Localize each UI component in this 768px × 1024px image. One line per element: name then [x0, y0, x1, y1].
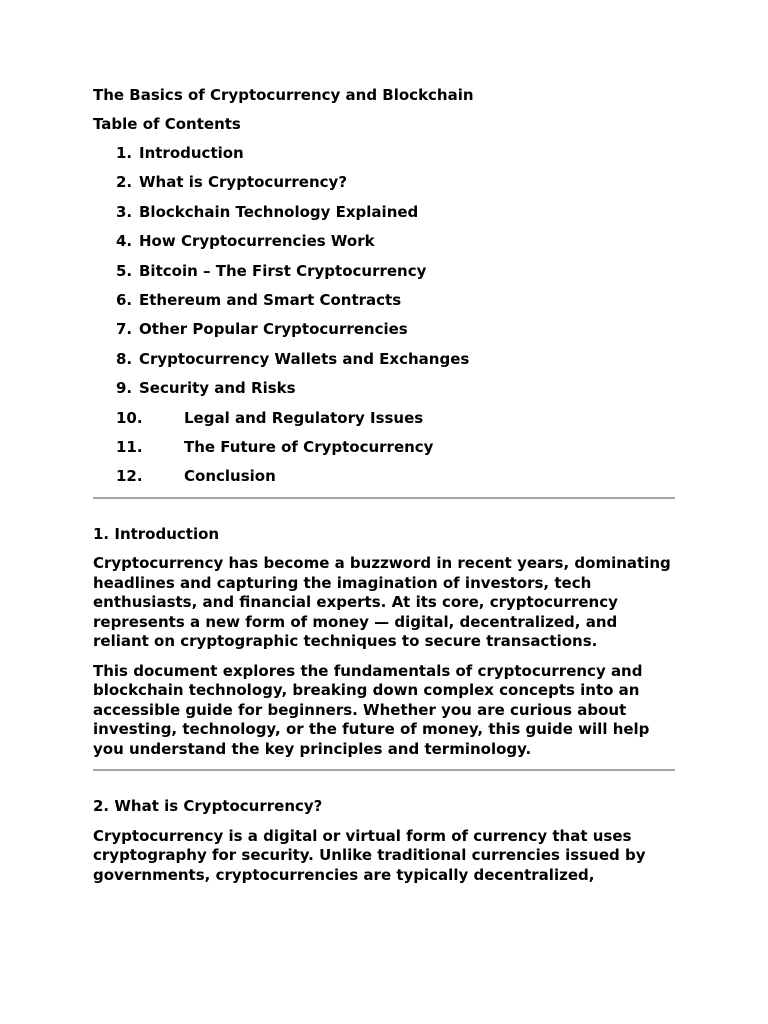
- toc-item-number: 11.: [116, 437, 143, 456]
- paragraph: Cryptocurrency has become a buzzword in recent years, dominating headlines and capturing the imagination of investors, tech enthusiasts, and financial experts. At its core, cryptocurrency represents a new form of money — digital, decentralized, and reliant on cryptographic techniques to secure transactions.: [93, 554, 671, 651]
- toc-item-conclusion[interactable]: [93, 467, 675, 487]
- section-divider: [93, 497, 675, 499]
- toc-item-bitcoin[interactable]: [93, 262, 675, 282]
- toc-item-how-cryptocurrencies-work[interactable]: [93, 232, 675, 252]
- toc-item-number: 12.: [116, 467, 143, 486]
- toc-item-number: 10.: [116, 408, 143, 427]
- toc-item-future[interactable]: [93, 438, 675, 458]
- paragraph: This document explores the fundamentals of cryptocurrency and blockchain technology, breaking down complex concepts into an accessible guide for beginners. Whether you are curious about investing, technology, or the future of money, this guide will help you understand the key principles and terminology.: [93, 661, 650, 758]
- toc-item-number: 4.: [116, 232, 133, 251]
- section-divider: [93, 769, 675, 771]
- toc-item-label: Legal and Regulatory Issues: [184, 408, 424, 427]
- toc-item-label: Conclusion: [184, 467, 276, 486]
- toc-item-label: Bitcoin – The First Cryptocurrency: [139, 261, 427, 280]
- toc-item-number: 2.: [116, 173, 133, 192]
- toc-item-label: How Cryptocurrencies Work: [139, 232, 375, 251]
- toc-item-label: Other Popular Cryptocurrencies: [139, 320, 408, 339]
- toc-item-label: Ethereum and Smart Contracts: [139, 290, 402, 309]
- section-heading: 1. Introduction: [93, 524, 220, 543]
- toc-item-number: 5.: [116, 261, 133, 280]
- toc-item-what-is-cryptocurrency[interactable]: [93, 173, 675, 193]
- toc-item-number: 6.: [116, 290, 133, 309]
- toc-item-label: The Future of Cryptocurrency: [184, 437, 434, 456]
- toc-item-label: Introduction: [139, 144, 244, 162]
- toc-item-number: 3.: [116, 202, 133, 221]
- toc-item-label: Security and Risks: [139, 379, 296, 398]
- toc-item-number: 1.: [116, 144, 133, 162]
- table-of-contents: [93, 144, 675, 487]
- paragraph: Cryptocurrency is a digital or virtual form of currency that uses cryptography for security. Unlike traditional currencies issued by governments, cryptocurrencies are typically decentralized,: [93, 826, 646, 884]
- toc-item-number: 8.: [116, 349, 133, 368]
- toc-item-introduction[interactable]: [93, 144, 675, 164]
- toc-heading: Table of Contents: [93, 115, 241, 133]
- toc-item-security-risks[interactable]: [93, 379, 675, 399]
- section-heading: 2. What is Cryptocurrency?: [93, 797, 323, 816]
- toc-item-ethereum[interactable]: [93, 291, 675, 311]
- document-page: [93, 86, 675, 895]
- section-introduction: [93, 525, 675, 760]
- toc-item-label: Blockchain Technology Explained: [139, 202, 419, 221]
- toc-item-label: Cryptocurrency Wallets and Exchanges: [139, 349, 470, 368]
- document-title: The Basics of Cryptocurrency and Blockchain: [93, 86, 474, 104]
- toc-item-label: What is Cryptocurrency?: [139, 173, 348, 192]
- toc-item-number: 7.: [116, 320, 133, 339]
- section-what-is-cryptocurrency: [93, 797, 675, 885]
- toc-item-other-cryptocurrencies[interactable]: [93, 320, 675, 340]
- toc-item-blockchain-technology[interactable]: [93, 203, 675, 223]
- toc-item-legal-regulatory[interactable]: [93, 409, 675, 429]
- toc-item-number: 9.: [116, 379, 133, 398]
- toc-item-wallets-exchanges[interactable]: [93, 350, 675, 370]
